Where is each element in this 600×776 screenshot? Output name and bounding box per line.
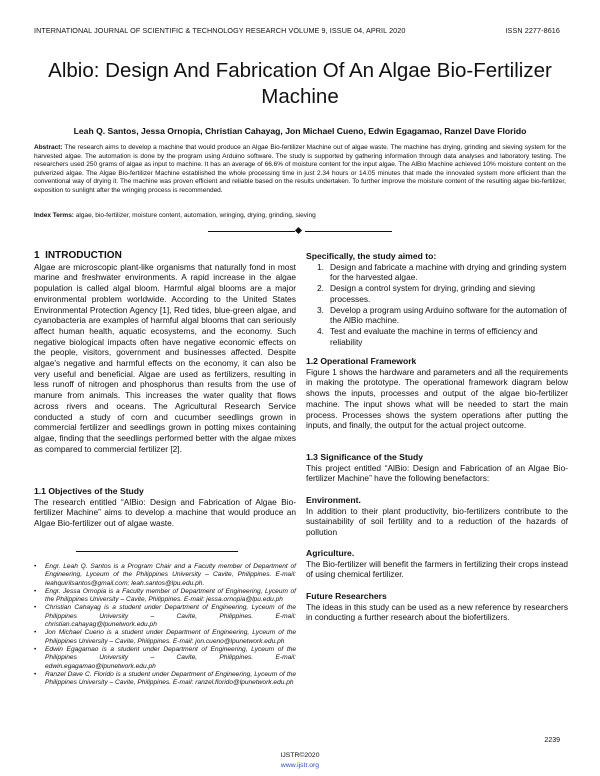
footnote-rule (76, 551, 238, 552)
journal-url-link[interactable]: www.ijstr.org (280, 762, 320, 769)
future-researchers-section (306, 591, 568, 623)
environment-body: In addition to their plant productivity, bio-fertilizers contribute to the sustainability of soil fertility and to a reduction of the hazards of pollution (306, 505, 568, 538)
journal-header: INTERNATIONAL JOURNAL OF SCIENTIFIC & TECHNOLOGY RESEARCH VOLUME 9, ISSUE 04, APRIL 2020 (34, 26, 406, 35)
aims-item-number: 4. (317, 325, 324, 336)
author-footnotes (34, 563, 296, 687)
author-list: Leah Q. Santos, Jessa Ornopia, Christian Cahayag, Jon Michael Cueno, Edwin Egagamao, Ranzel Dave Florido (73, 126, 527, 136)
footnote-text: Engr. Leah Q. Santos is a Program Chair and a Faculty member of Department of Engineering, Lyceum of the Philippines University – Cavite, Philippines. E-mail: leahquirilsantos@gmail.com; leah.santos@lpu.edu.ph. (45, 563, 296, 587)
future-researchers-heading: Future Researchers (306, 591, 387, 601)
footnote-text: Christian Cahayag is a student under Department of Engineering, Lyceum of the Philippines University – Cavite, Philippines. E-mail: christian.cahayag@lpunetwork.edu.ph (45, 604, 296, 629)
index-terms (34, 212, 566, 219)
footnote-item: • Edwin Egagamao is a student under Department of Engineering, Lyceum of the Philippines University – Cavite, Philippines. E-mail: edwin.egagamao@lpunetwork.edu.ph (34, 645, 296, 670)
aims-item-text: Develop a program using Arduino software for the automation of the AlBio machine. (330, 304, 567, 326)
index-terms-label: Index Terms: (34, 212, 74, 219)
abstract-label: Abstract: (34, 144, 63, 151)
issn-label: ISSN 2277-8616 (505, 26, 560, 35)
agriculture-heading: Agriculture. (306, 548, 355, 558)
aims-item (306, 305, 568, 326)
abstract (34, 144, 566, 195)
aims-item-number: 1. (317, 261, 324, 272)
aims-item-text: Design a control system for drying, grinding and sieving processes. (330, 283, 535, 304)
aims-item (306, 326, 568, 347)
introduction-heading (34, 251, 296, 262)
aims-item-number: 2. (317, 283, 324, 294)
significance-heading: 1.3 Significance of the Study (306, 452, 423, 462)
section-number: 1 (34, 250, 40, 261)
agriculture-section (306, 548, 568, 580)
agriculture-body: The Bio-fertilizer will benefit the farmers in fertilizing their crops instead of using chemical fertilizer. (306, 558, 568, 580)
aims-item (306, 283, 568, 304)
framework-body: Figure 1 shows the hardware and parameters and all the requirements in making the prototype. The operational framework diagram below shows the inputs, processes and output of the algae bio-fertilizer machine. The input shows what will be needed to start the main process. Processes shows the system operations after putting the inputs, and finally, the output for the actual project outcome. (306, 366, 568, 431)
abstract-text: The research aims to develop a machine that would produce an Algae Bio-fertilizer Machine out of algae waste. The machine has drying, grinding and sieving system for the harvested algae. The automation is done by the program using Arduino software. The study is supported by gathering information through data analyses and laboratory testing. The researchers used 250 grams of algae as input to machine. It has an average of 66.6% of moisture content for the input algae. The AlBio Machine achieved 10% moisture content on the pulverized algae. The Algae Bio-fertilizer Machine established the whole processing time in just 2.34 hours or 14.05 minutes that made the innovated system more efficient than the conventional way of drying it. The machine was proven efficient and reliable based on the results undertaken. To further improve the moisture content of the resulting algae bio-fertilizer, exposition to sunlight after the wringing process is recommended. (34, 144, 566, 194)
page-number: 2239 (544, 737, 560, 744)
footnote-item: • Engr. Leah Q. Santos is a Program Chair and a Faculty member of Department of Engineering, Lyceum of the Philippines University – Cavite, Philippines. E-mail: leahquirilsantos@gmail.com; leah.santos@lpu.edu.ph. (34, 563, 296, 587)
diamond-ornament-icon (295, 227, 302, 234)
footnote-item: • Ranzel Dave C. Florido is a student under Department of Engineering, Lyceum of the Philippines University – Cavite, Philippines. E-mail: ranzel.florido@lpunetwork.edu.ph (34, 670, 296, 687)
footnote-text: Engr. Jessa Ornopia is a Faculty member of Department of Engineering, Lyceum of the Philippines University – Cavite, Philippines. E-mail: jessa.ornopia@lpu.edu.ph (45, 587, 296, 604)
framework-heading: 1.2 Operational Framework (306, 356, 417, 366)
aims-heading: Specifically, the study aimed to: (306, 251, 437, 261)
footnote-text: Jon Michael Cueno is a student under Department of Engineering, Lyceum of the Philippines University – Cavite, Philippines. E-mail: jon.cueno@lpunetwork.edu.ph (45, 629, 296, 645)
aims-item-text: Test and evaluate the machine in terms of efficiency and reliability (330, 325, 538, 347)
paper-title: Albio: Design And Fabrication Of An Algae Bio-Fertilizer Machine (48, 59, 552, 108)
introduction-body: Algae are microscopic plant-like organisms that naturally fond in most marine and freshwater environments. A rapid increase in the algae population is called algal bloom. Harmful algal blooms are a major environmental problem worldwide. According to the United States Environmental Protection Agency [1], Red tides, blue-green algae, and cyanobacteria are examples of harmful algal blooms that can seriously affect human health, aquatic ecosystems, and the economy. Such negative biological impacts often have negative economic effects on the people, visitors, government and businesses affected. Despite algae's negative and harmful effects on the economy, it can also be very useful and beneficial. Algae are used as fertilizers, resulting in less runoff of nitrogen and phosphorus than results from the use of manure from animals. This increases the water quality that flows across rivers and oceans. The Agricultural Research Service conducted a study of corn and cucumber seedlings grown in commercial fertilizer and seedlings grown in potting mixes containing algae, finding that the seedlings performed better with the algae mixes as compared to commercial fertilizer [2]. (34, 261, 296, 454)
environment-section (306, 495, 568, 538)
footnote-item: • Engr. Jessa Ornopia is a Faculty member of Department of Engineering, Lyceum of the Philippines University – Cavite, Philippines. E-mail: jessa.ornopia@lpu.edu.ph (34, 587, 296, 604)
significance-body: This project entitled “AlBio: Design and Fabrication of an Algae Bio-fertilizer Machine” have the following benefactors: (306, 462, 568, 484)
copyright-footer: IJSTR©2020 (280, 752, 320, 759)
objectives-body: The research entitled “AlBio: Design and Fabrication of Algae Bio-fertilizer Machine” aims to develop a machine that would produce an Algae Bio-fertilizer out of algae waste. (34, 496, 296, 529)
footnote-item: • Jon Michael Cueno is a student under Department of Engineering, Lyceum of the Philippines University – Cavite, Philippines. E-mail: jon.cueno@lpunetwork.edu.ph (34, 629, 296, 645)
footnote-item: • Christian Cahayag is a student under Department of Engineering, Lyceum of the Philippines University – Cavite, Philippines. E-mail: christian.cahayag@lpunetwork.edu.ph (34, 604, 296, 629)
aims-list (306, 262, 568, 348)
aims-item-number: 3. (317, 304, 324, 315)
aims-section (306, 251, 568, 347)
objectives-section (34, 486, 296, 529)
aims-item-text: Design and fabricate a machine with drying and grinding system for the harvested algae. (330, 261, 567, 283)
introduction-section (34, 251, 296, 454)
section-separator (208, 228, 392, 235)
significance-section (306, 452, 568, 484)
footnote-text: Ranzel Dave C. Florido is a student under Department of Engineering, Lyceum of the Philippines University – Cavite, Philippines. E-mail: ranzel.florido@lpunetwork.edu.ph (45, 670, 296, 687)
future-researchers-body: The ideas in this study can be used as a new reference by researchers in conducting a further research about the biofertilizers. (306, 601, 568, 623)
framework-section (306, 356, 568, 431)
objectives-heading: 1.1 Objectives of the Study (34, 486, 144, 496)
aims-item (306, 262, 568, 283)
index-terms-text: algae, bio-fertilizer, moisture content, automation, wringing, drying, grinding, sieving (73, 212, 316, 219)
section-title: INTRODUCTION (45, 250, 122, 261)
footnote-text: Edwin Egagamao is a student under Department of Engineering, Lyceum of the Philippines University – Cavite, Philippines. E-mail: edwin.egagamao@lpunetwork.edu.ph (45, 645, 296, 670)
environment-heading: Environment. (306, 495, 361, 505)
